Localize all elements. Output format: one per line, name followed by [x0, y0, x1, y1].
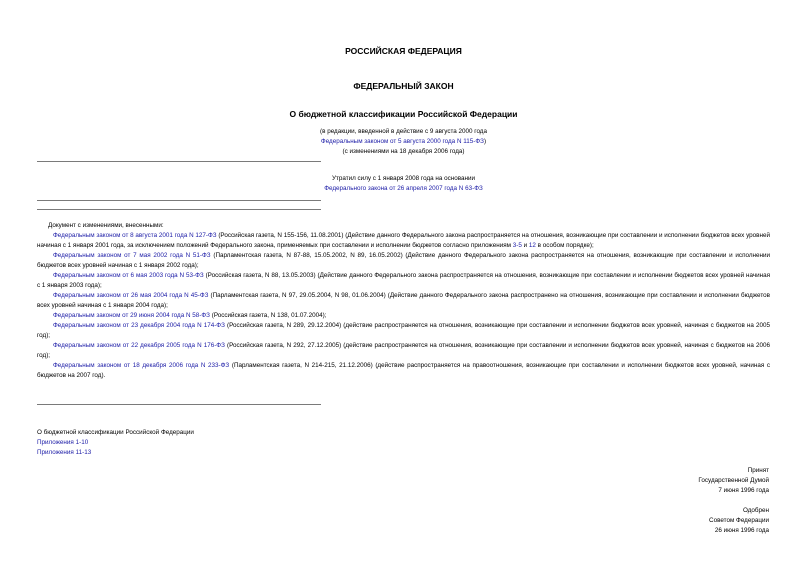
amendment-law-link[interactable]: Федеральным законом от 29 июня 2004 года N 58-ФЗ: [53, 312, 210, 319]
amendment-text: (Парламентская газета, N 87-88, 15.05.2002, N 89, 16.05.2002) (Действие данного Федерального закона распространяется на отношения, возникающие при составлении и исполнении бюджетов всех уровней начиная с 1 января 2002 года);: [37, 252, 771, 269]
amendment-text: (Российская газета, N 292, 27.12.2005) (действие распространяется на отношения, возникающие при составлении и исполнении бюджетов всех уровней, начиная с бюджетов на 2006 год);: [37, 342, 770, 359]
document-title: О бюджетной классификации Российской Федерации: [289, 109, 518, 119]
toc-link-appendix-11-13[interactable]: Приложения 11-13: [37, 449, 92, 456]
amendment-text: (Российская газета, N 289, 29.12.2004) (действие распространяется на отношения, возникающие при составлении и исполнении бюджетов всех уровней, начиная с бюджетов на 2005 год);: [37, 322, 770, 339]
expiry-line-1: Утратил силу с 1 января 2008 года на основании: [331, 175, 476, 182]
edition-line-3: (с изменениями на 18 декабря 2006 года): [342, 148, 465, 155]
amendment-text: в особом порядке);: [535, 242, 594, 249]
toc-title: О бюджетной классификации Российской Федерации: [37, 429, 194, 436]
divider: [37, 209, 321, 210]
amendment-text: и: [521, 242, 529, 249]
adopted-label: Принят: [747, 467, 769, 474]
amendment-law-link[interactable]: Федеральным законом от 6 мая 2003 года N 53-ФЗ: [53, 272, 204, 279]
amendment-text: (Российская газета, N 155-156, 11.08.2001) (Действие данного Федерального закона распространяется на отношения, возникающие при составлении и исполнении бюджетов всех уровней начиная с 1 января 2001 года, за исключением положений Федерального закона, применяемых при составлении и исполнении бюджетов согласно приложениям: [37, 232, 770, 249]
amendment-item: [37, 311, 770, 321]
appendix-link[interactable]: 3-5: [512, 242, 522, 249]
approved-label: Одобрен: [742, 507, 769, 514]
edition-note: [0, 127, 807, 157]
amendment-law-link[interactable]: Федеральным законом от 26 мая 2004 года N 45-ФЗ: [53, 292, 209, 299]
amendment-text: (Парламентская газета, N 97, 29.05.2004, N 98, 01.06.2004) (Действие данного Федерального закона распространено на отношения, возникающие при составлении и исполнении бюджетов всех уровней начиная с 1 января 2004 года);: [37, 292, 770, 309]
country-heading: РОССИЙСКАЯ ФЕДЕРАЦИЯ: [345, 46, 462, 56]
amendment-law-link[interactable]: Федеральным законом от 18 декабря 2006 года N 233-ФЗ: [53, 362, 230, 369]
edition-line-2: [0, 137, 807, 147]
amendment-law-link[interactable]: Федеральным законом от 8 августа 2001 года N 127-ФЗ: [53, 232, 217, 239]
divider: [37, 404, 321, 405]
amendment-text: (Российская газета, N 138, 01.07.2004);: [209, 312, 327, 319]
amendment-text: (Парламентская газета, N 214-215, 21.12.2006) (действие распространяется на правоотношения, возникающие при составлении и исполнении бюджетов всех уровней, начиная с бюджетов на 2007 год).: [37, 362, 771, 379]
adoption-block: [698, 466, 769, 496]
approval-block: [709, 506, 769, 536]
amendment-item: [37, 341, 770, 361]
approved-body: Советом Федерации: [709, 517, 769, 524]
edition-line-1: (в редакции, введенной в действие с 9 августа 2000 года: [320, 128, 487, 135]
amendment-item: [37, 251, 770, 271]
amendment-law-link[interactable]: Федеральным законом от 7 мая 2002 года N 51-ФЗ: [53, 252, 211, 259]
divider: [37, 200, 321, 201]
doc-type-heading: ФЕДЕРАЛЬНЫЙ ЗАКОН: [353, 81, 454, 91]
edition-link-suffix: ): [483, 138, 487, 145]
expiry-law-link[interactable]: Федерального закона от 26 апреля 2007 года N 63-ФЗ: [324, 185, 483, 192]
divider: [37, 161, 321, 162]
table-of-contents: [37, 428, 194, 458]
toc-link-appendix-1-10[interactable]: Приложения 1-10: [37, 439, 89, 446]
amendment-item: [37, 231, 770, 251]
amendment-item: [37, 321, 770, 341]
edition-law-link[interactable]: Федеральным законом от 5 августа 2000 года N 115-ФЗ: [320, 138, 484, 145]
amendment-law-link[interactable]: Федеральным законом от 23 декабря 2004 года N 174-ФЗ: [53, 322, 225, 329]
amendment-item: [37, 361, 770, 381]
approved-date: 26 июня 1996 года: [714, 527, 769, 534]
amendment-item: [37, 291, 770, 311]
adopted-body: Государственной Думой: [698, 477, 769, 484]
amendments-intro: Документ с изменениями, внесенными:: [48, 222, 164, 229]
amendment-law-link[interactable]: Федеральным законом от 22 декабря 2005 года N 176-ФЗ: [53, 342, 225, 349]
amendment-item: [37, 271, 770, 291]
amendment-text: (Российская газета, N 88, 13.05.2003) (Действие данного Федерального закона распространяется на отношения, возникающие при составлении и исполнении бюджетов всех уровней начиная с 1 января 2003 года);: [37, 272, 771, 289]
adopted-date: 7 июня 1996 года: [718, 487, 769, 494]
expiry-note: [0, 174, 807, 194]
amendments-list: [37, 221, 770, 381]
appendix-link[interactable]: 12: [528, 242, 536, 249]
